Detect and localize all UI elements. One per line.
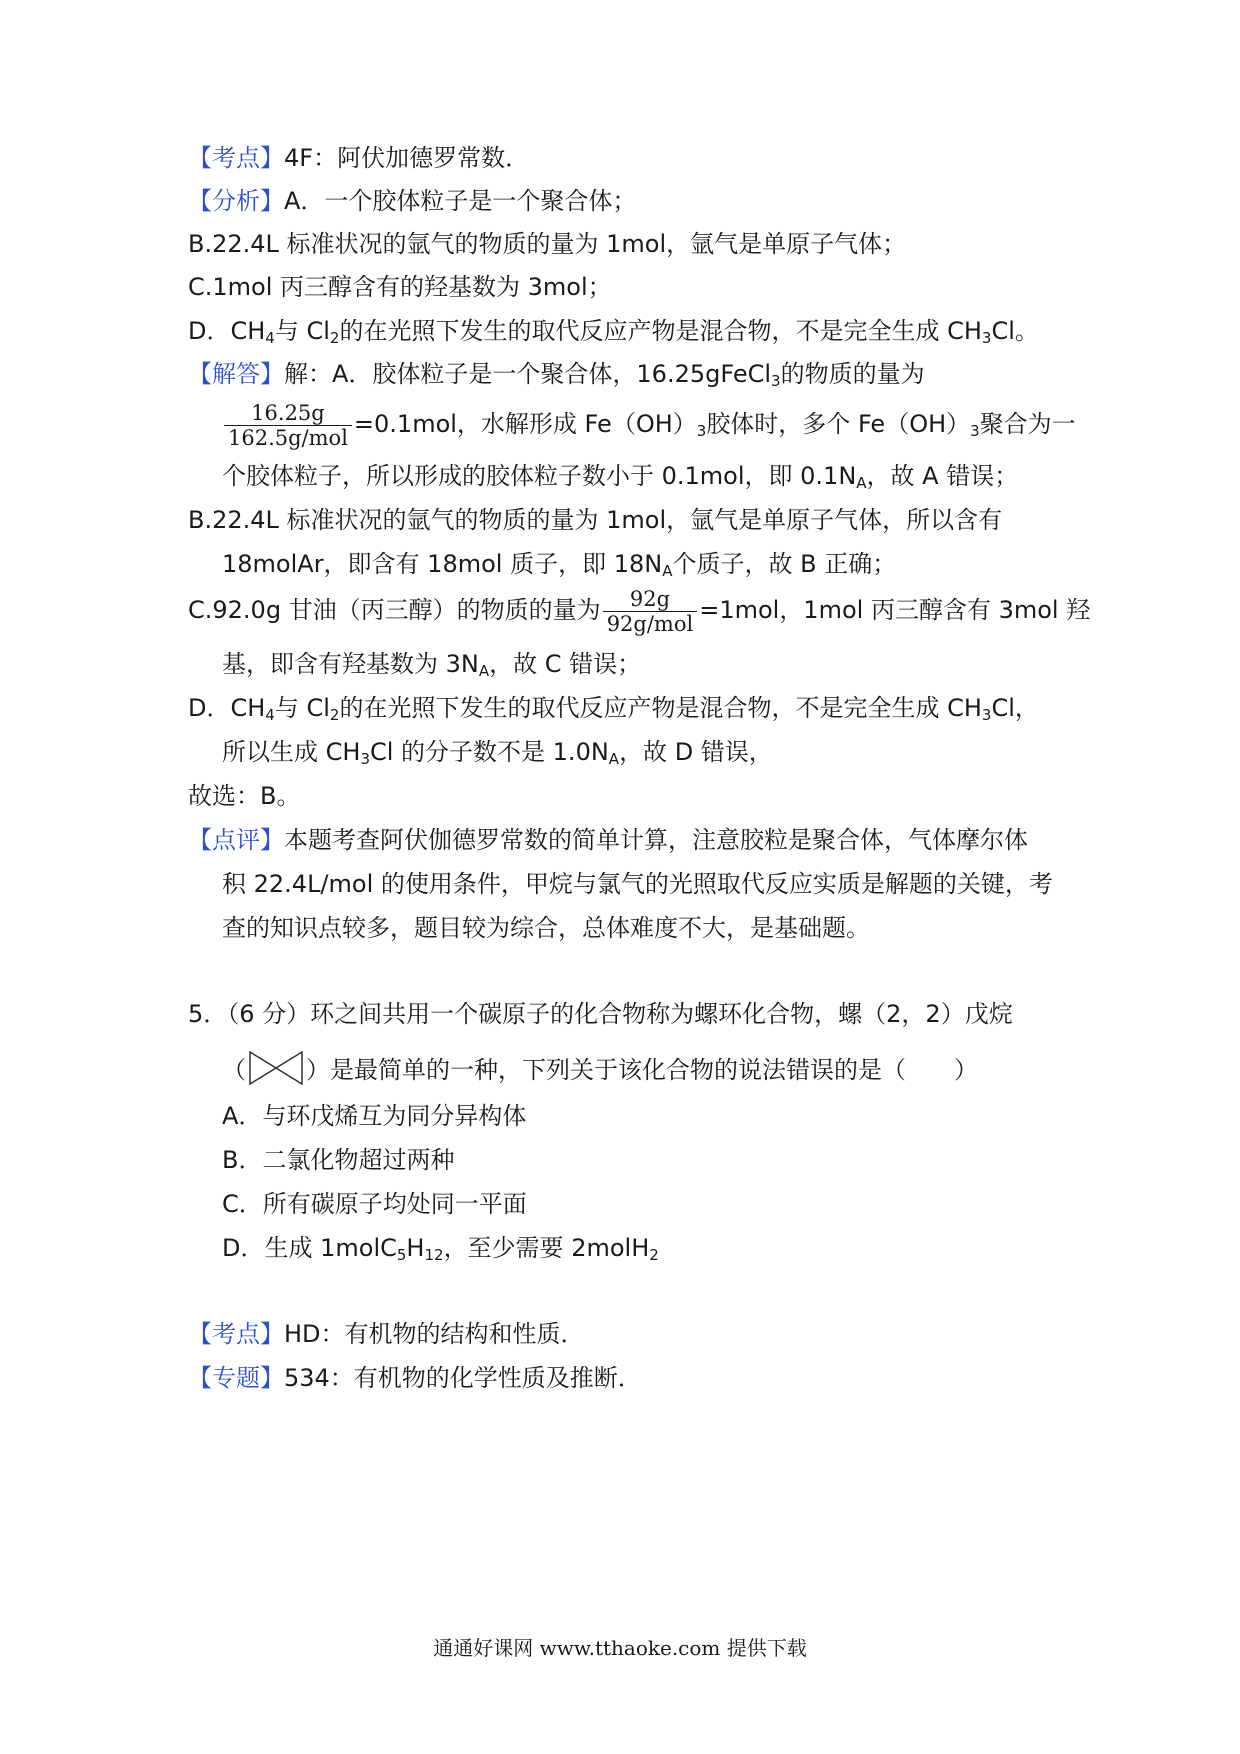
zhuanti-line: 【专题】534：有机物的化学性质及推断． [188,1364,642,1392]
jieda-d-2: 所以生成 $CH_3Cl$ 的分子数不是 $1.0N_A$，故 D 错误， [222,738,773,768]
dianping-line-3: 查的知识点较多，题目较为综合，总体难度不大，是基础题。 [222,914,870,942]
answer-line: 故选：B。 [188,782,301,810]
jieda-line-3: 个胶体粒子，所以形成的胶体粒子数小于 0.1mol，即 $0.1N_A$，故 A 错误； [222,462,1019,492]
zhuanti-tag: 【专题】 [188,1364,284,1392]
kaodian-line-q5: 【考点】HD：有机物的结构和性质． [188,1320,585,1348]
dianping-tag: 【点评】 [188,826,284,854]
q5-option-d: D．生成 $1molC_5H_{12}$，至少需要 2molH$_2$ [222,1234,659,1264]
jieda-line-1: 【解答】解：A．胶体粒子是一个聚合体，16.25gFeCl$_3$的物质的量为 [188,360,925,390]
jieda-b-2: 18molAr，即含有 18mol 质子，即 $18N_A$个质子，故 B 正确； [222,550,897,580]
q5-option-c: C．所有碳原子均处同一平面 [222,1190,527,1218]
kaodian-tag: 【考点】 [188,144,284,172]
spiropentane-structure-icon [246,1048,306,1088]
jieda-c-1: C.92.0g 甘油（丙三醇）的物质的量为 $\frac{92g}{\text{92g/mol}}$ =1mol，1mol 丙三醇含有 3mol 羟 [188,586,1091,636]
kaodian-tag-q5: 【考点】 [188,1320,284,1348]
fenxi-d: D．$CH_4$与 $Cl_2$的在光照下发生的取代反应产物是混合物，不是完全生成 $CH_3Cl$。 [188,317,1039,347]
fraction-1: $\frac{16.25g}{\text{162.5g/mol}}$ [224,401,352,450]
jieda-line-2: $\frac{16.25g}{\text{162.5g/mol}}$ =0.1mol，水解形成 $Fe(OH)_3$胶体时，多个 $Fe(OH)_3$聚合为一 [222,398,1076,450]
dianping-line-1: 【点评】本题考查阿伏伽德罗常数的简单计算，注意胶粒是聚合体，气体摩尔体 [188,826,1028,854]
q5-option-a: A．与环戊烯互为同分异构体 [222,1102,527,1130]
fenxi-c: C.1mol 丙三醇含有的羟基数为 3mol； [188,273,612,301]
q5-stem-2: （ ）是最简单的一种，下列关于该化合物的说法错误的是（ ） [222,1048,978,1088]
kaodian-text: 4F：阿伏加德罗常数． [284,144,530,172]
fenxi-line [188,185,636,217]
jieda-tag: 【解答】 [188,360,284,388]
fraction-2: $\frac{92g}{\text{92g/mol}}$ [603,587,698,636]
jieda-d-1: D．$CH_4$与 $Cl_2$的在光照下发生的取代反应产物是混合物，不是完全生成 $CH_3Cl$， [188,694,1039,724]
fenxi-a: A．一个胶体粒子是一个聚合体； [284,187,637,215]
dianping-line-2: 积 22.4L/mol 的使用条件，甲烷与氯气的光照取代反应实质是解题的关键，考 [222,870,1053,898]
page-footer: 通通好课网 www.tthaoke.com 提供下载 [433,1636,807,1660]
fenxi-b: B.22.4L 标准状况的氩气的物质的量为 1mol，氩气是单原子气体； [188,230,907,258]
kaodian-line-q4 [188,142,529,174]
q5-stem-1: 5．（6 分）环之间共用一个碳原子的化合物称为螺环化合物，螺（2，2）戊烷 [188,1000,1013,1028]
jieda-c-2: 基，即含有羟基数为 $3N_A$，故 C 错误； [222,650,642,680]
fenxi-tag: 【分析】 [188,187,284,215]
q5-option-b: B．二氯化物超过两种 [222,1146,455,1174]
jieda-b-1: B.22.4L 标准状况的氩气的物质的量为 1mol，氩气是单原子气体，所以含有 [188,506,1003,534]
